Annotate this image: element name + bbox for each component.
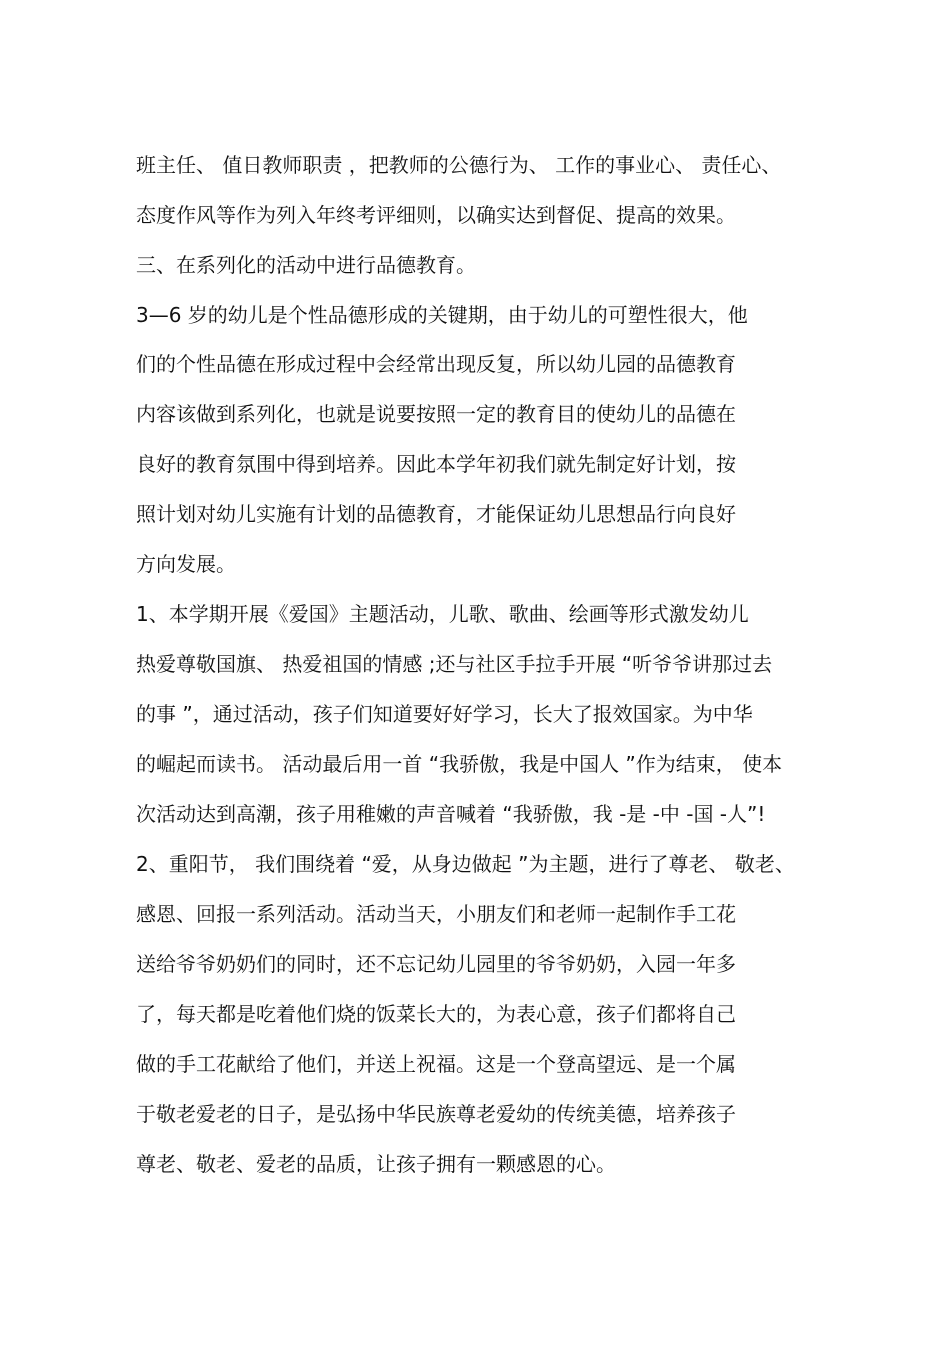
section-heading: 三、在系列化的活动中进行品德教育。 [136,253,476,277]
text-line: 感恩、回报一系列活动。活动当天，小朋友们和老师一起制作手工花 [136,902,736,926]
text-line: 1、本学期开展《爱国》主题活动，儿歌、歌曲、绘画等形式激发幼儿 [136,602,749,626]
text-line: 们的个性品德在形成过程中会经常出现反复，所以幼儿园的品德教育 [136,352,736,376]
text-line: 态度作风等作为列入年终考评细则，以确实达到督促、提高的效果。 [136,203,736,227]
text-line: 的崛起而读书。 活动最后用一首 “我骄傲，我是中国人 ”作为结束， 使本 [136,752,783,776]
text-line: 照计划对幼儿实施有计划的品德教育，才能保证幼儿思想品行向良好 [136,502,736,526]
text-line: 内容该做到系列化，也就是说要按照一定的教育目的使幼儿的品德在 [136,402,736,426]
text-line: 次活动达到高潮，孩子用稚嫩的声音喊着 “我骄傲，我 -是 -中 -国 -人”! [136,802,766,826]
text-line: 班主任、 值日教师职责 ，把教师的公德行为、 工作的事业心、 责任心、 [136,153,782,177]
text-line: 良好的教育氛围中得到培养。因此本学年初我们就先制定好计划，按 [136,452,736,476]
text-line: 尊老、敬老、爱老的品质，让孩子拥有一颗感恩的心。 [136,1152,616,1176]
text-line: 了，每天都是吃着他们烧的饭菜长大的，为表心意，孩子们都将自己 [136,1002,736,1026]
text-line: 2、重阳节， 我们围绕着 “爱，从身边做起 ”为主题，进行了尊老、 敬老、 [136,852,795,876]
text-line: 方向发展。 [136,552,236,576]
text-line: 的事 ”，通过活动，孩子们知道要好好学习，长大了报效国家。为中华 [136,702,753,726]
text-line: 做的手工花献给了他们，并送上祝福。这是一个登高望远、是一个属 [136,1052,736,1076]
text-line: 3—6 岁的幼儿是个性品德形成的关键期，由于幼儿的可塑性很大，他 [136,303,748,327]
text-line: 于敬老爱老的日子，是弘扬中华民族尊老爱幼的传统美德，培养孩子 [136,1102,736,1126]
text-line: 热爱尊敬国旗、 热爱祖国的情感 ;还与社区手拉手开展 “听爷爷讲那过去 [136,652,773,676]
text-line: 送给爷爷奶奶们的同时，还不忘记幼儿园里的爷爷奶奶，入园一年多 [136,952,736,976]
